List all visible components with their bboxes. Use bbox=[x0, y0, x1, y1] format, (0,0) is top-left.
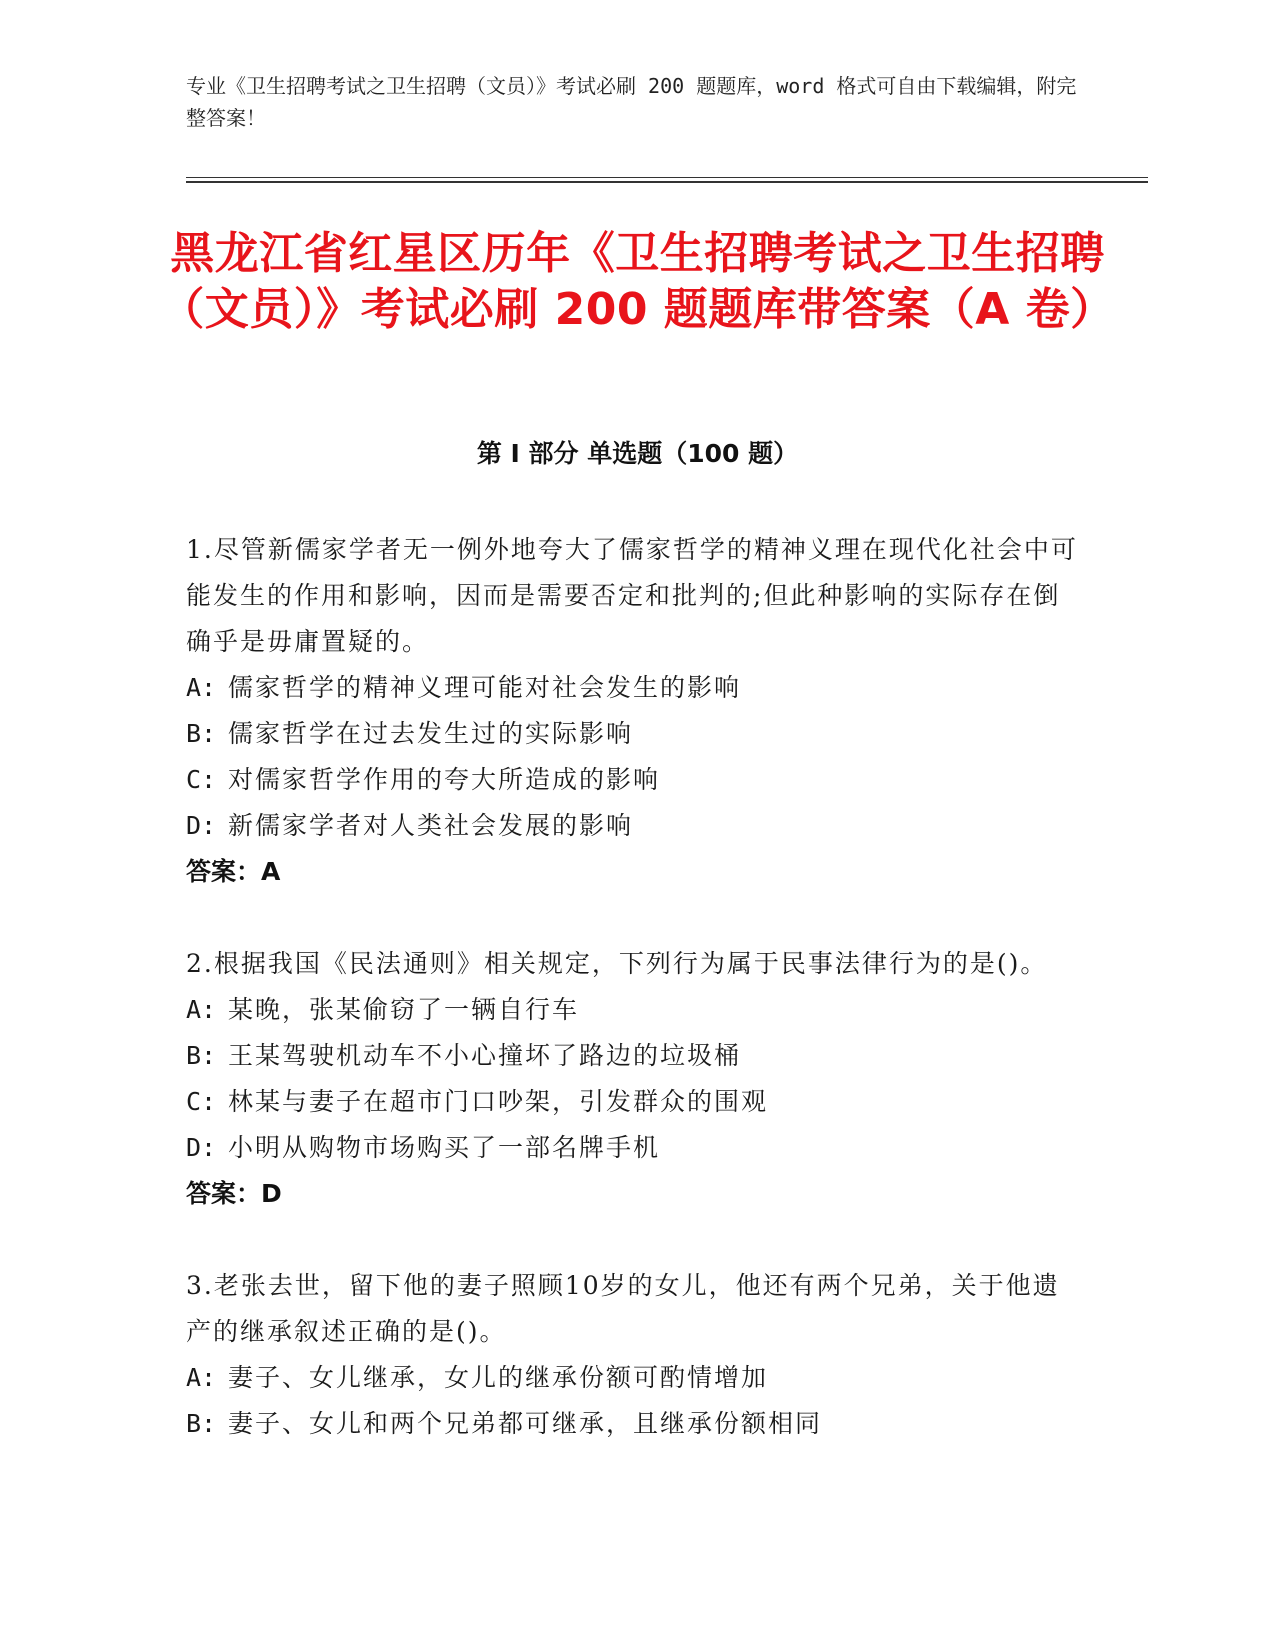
option-text: 妻子、女儿继承，女儿的继承份额可酌情增加 bbox=[228, 1363, 769, 1392]
option-d[interactable] bbox=[186, 1125, 1086, 1171]
option-a[interactable] bbox=[186, 987, 1086, 1033]
option-a[interactable] bbox=[186, 1355, 1086, 1401]
option-text: 新儒家学者对人类社会发展的影响 bbox=[228, 811, 634, 840]
header-note: 专业《卫生招聘考试之卫生招聘（文员）》考试必刷 200 题题库，word 格式可自由下载编辑，附完整答案！ bbox=[186, 74, 1077, 130]
option-letter: A: bbox=[186, 995, 217, 1024]
question-1 bbox=[186, 527, 1086, 895]
question-3 bbox=[186, 1263, 1086, 1447]
option-d[interactable] bbox=[186, 803, 1086, 849]
option-text: 某晚，张某偷窃了一辆自行车 bbox=[228, 995, 580, 1024]
option-letter: C: bbox=[186, 765, 217, 794]
option-letter: B: bbox=[186, 1041, 217, 1070]
option-letter: B: bbox=[186, 1409, 217, 1438]
option-letter: D: bbox=[186, 1133, 217, 1162]
option-a[interactable] bbox=[186, 665, 1086, 711]
header-divider-thick bbox=[186, 181, 1148, 183]
option-text: 对儒家哲学作用的夸大所造成的影响 bbox=[228, 765, 661, 794]
option-b[interactable] bbox=[186, 1033, 1086, 1079]
option-c[interactable] bbox=[186, 1079, 1086, 1125]
option-text: 儒家哲学在过去发生过的实际影响 bbox=[228, 719, 634, 748]
option-b[interactable] bbox=[186, 711, 1086, 757]
option-letter: B: bbox=[186, 719, 217, 748]
question-2 bbox=[186, 941, 1086, 1217]
option-b[interactable] bbox=[186, 1401, 1086, 1447]
option-text: 林某与妻子在超市门口吵架，引发群众的围观 bbox=[228, 1087, 769, 1116]
option-letter: A: bbox=[186, 1363, 217, 1392]
question-list bbox=[186, 527, 1086, 1493]
option-letter: A: bbox=[186, 673, 217, 702]
option-c[interactable] bbox=[186, 757, 1086, 803]
section-title: 第 I 部分 单选题（100 题） bbox=[476, 439, 799, 468]
option-text: 儒家哲学的精神义理可能对社会发生的影响 bbox=[228, 673, 742, 702]
question-stem: 2.根据我国《民法通则》相关规定，下列行为属于民事法律行为的是()。 bbox=[186, 949, 1048, 978]
option-text: 王某驾驶机动车不小心撞坏了路边的垃圾桶 bbox=[228, 1041, 742, 1070]
question-stem: 3.老张去世，留下他的妻子照顾10岁的女儿，他还有两个兄弟，关于他遗产的继承叙述正确的是()。 bbox=[186, 1271, 1060, 1346]
answer-line: 答案：D bbox=[186, 1179, 282, 1208]
header-divider-thin bbox=[186, 177, 1148, 178]
document-title: 黑龙江省红星区历年《卫生招聘考试之卫生招聘（文员）》考试必刷 200 题题库带答案（A 卷） bbox=[160, 228, 1115, 335]
option-text: 妻子、女儿和两个兄弟都可继承，且继承份额相同 bbox=[228, 1409, 823, 1438]
option-letter: D: bbox=[186, 811, 217, 840]
question-stem: 1.尽管新儒家学者无一例外地夸大了儒家哲学的精神义理在现代化社会中可能发生的作用和影响，因而是需要否定和批判的;但此种影响的实际存在倒确乎是毋庸置疑的。 bbox=[186, 535, 1078, 656]
option-letter: C: bbox=[186, 1087, 217, 1116]
answer-line: 答案：A bbox=[186, 857, 281, 886]
option-text: 小明从购物市场购买了一部名牌手机 bbox=[228, 1133, 661, 1162]
